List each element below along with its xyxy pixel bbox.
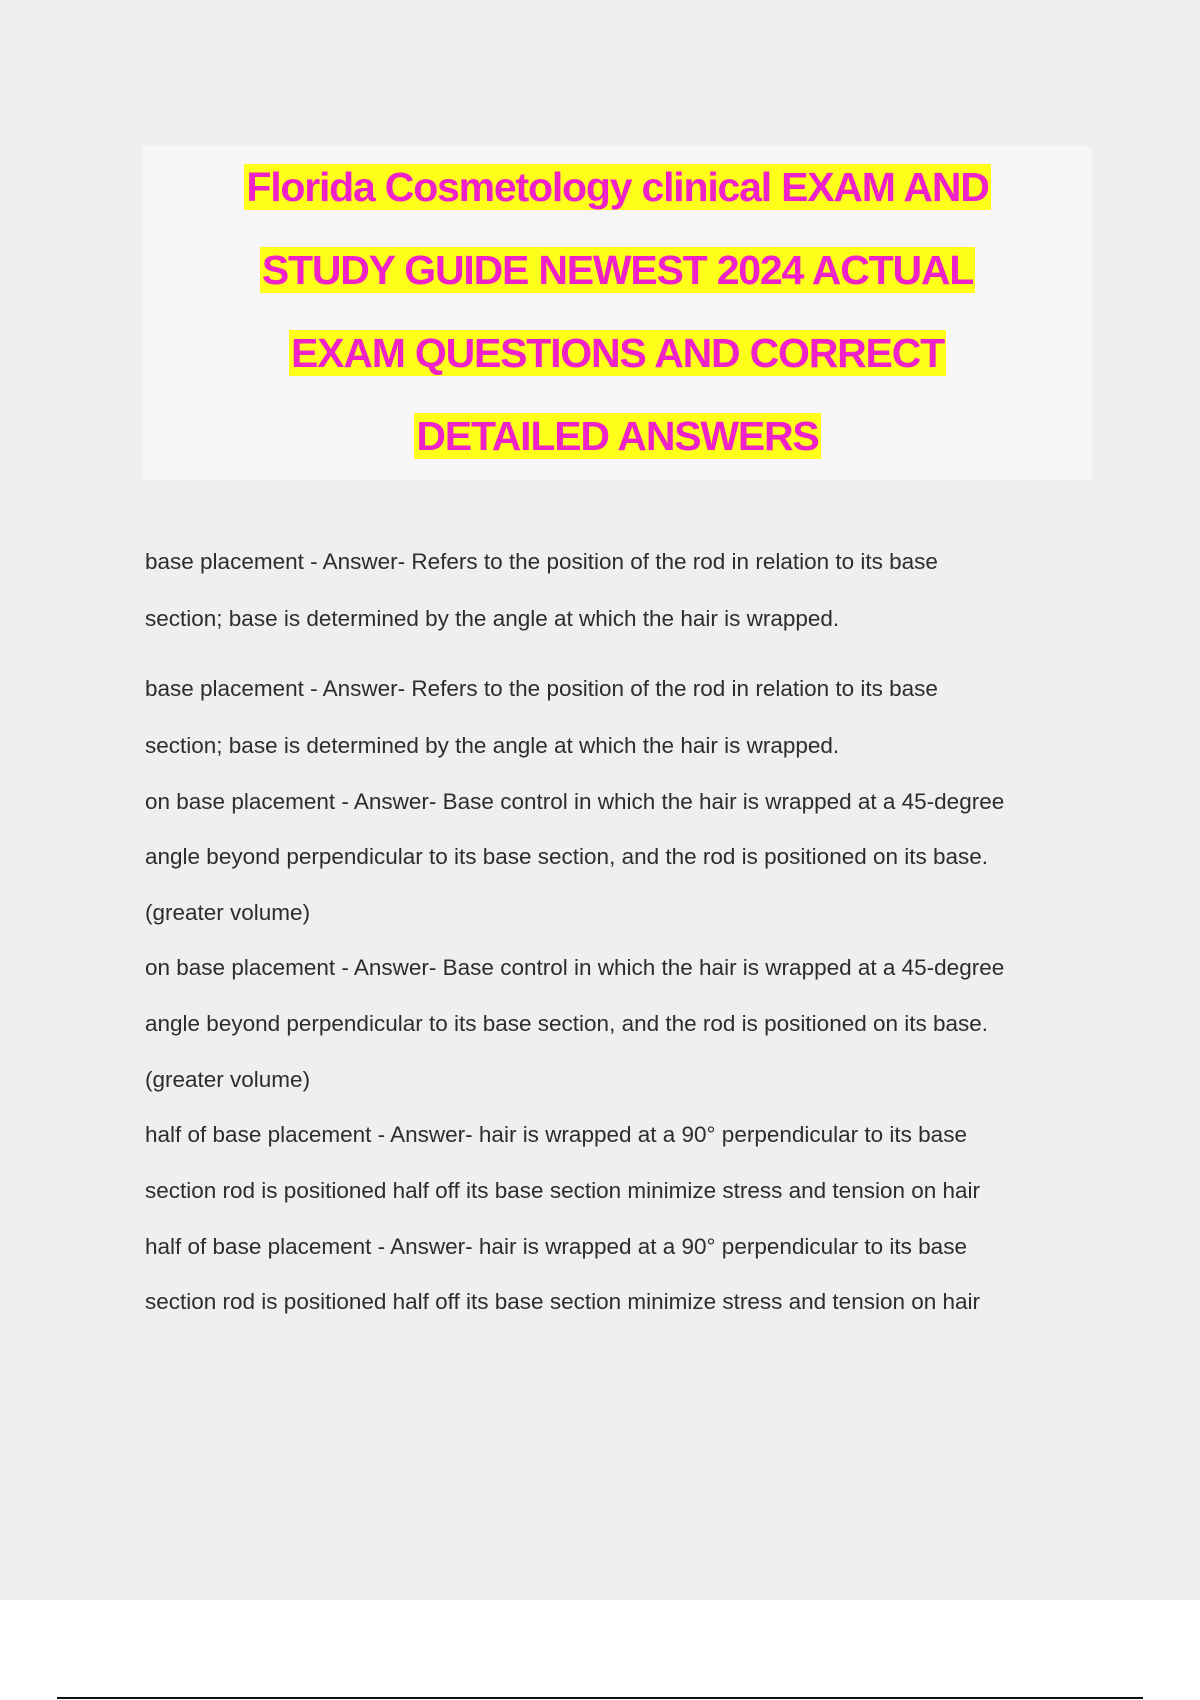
title-line-text: Florida Cosmetology clinical EXAM AND	[246, 164, 989, 210]
title-line	[143, 146, 1092, 229]
bottom-divider	[57, 1697, 1143, 1699]
body-line: half of base placement - Answer- hair is wrapped at a 90° perpendicular to its base	[145, 1122, 967, 1147]
title-line-text: EXAM QUESTIONS AND CORRECT	[291, 330, 944, 376]
document-title	[143, 146, 1092, 480]
title-line-text: DETAILED ANSWERS	[416, 413, 819, 459]
title-line	[143, 312, 1092, 395]
body-line: angle beyond perpendicular to its base section, and the rod is positioned on its base.	[145, 844, 989, 869]
title-line	[143, 229, 1092, 312]
title-line	[143, 395, 1092, 478]
body-line: base placement - Answer- Refers to the position of the rod in relation to its base	[145, 676, 938, 701]
title-line-text: STUDY GUIDE NEWEST 2024 ACTUAL	[261, 247, 974, 293]
body-line: section; base is determined by the angle at which the hair is wrapped.	[145, 606, 840, 631]
body-line: base placement - Answer- Refers to the position of the rod in relation to its base	[145, 549, 938, 574]
body-line: (greater volume)	[145, 1067, 311, 1092]
body-line: section rod is positioned half off its base section minimize stress and tension on hair	[145, 1178, 981, 1203]
body-line: (greater volume)	[145, 900, 311, 925]
body-line: angle beyond perpendicular to its base section, and the rod is positioned on its base.	[145, 1011, 989, 1036]
body-line: on base placement - Answer- Base control in which the hair is wrapped at a 45-degree	[145, 789, 1005, 814]
body-line: section rod is positioned half off its base section minimize stress and tension on hair	[145, 1289, 981, 1314]
body-line: half of base placement - Answer- hair is wrapped at a 90° perpendicular to its base	[145, 1234, 967, 1259]
body-line: section; base is determined by the angle at which the hair is wrapped.	[145, 733, 840, 758]
body-line: on base placement - Answer- Base control in which the hair is wrapped at a 45-degree	[145, 955, 1005, 980]
